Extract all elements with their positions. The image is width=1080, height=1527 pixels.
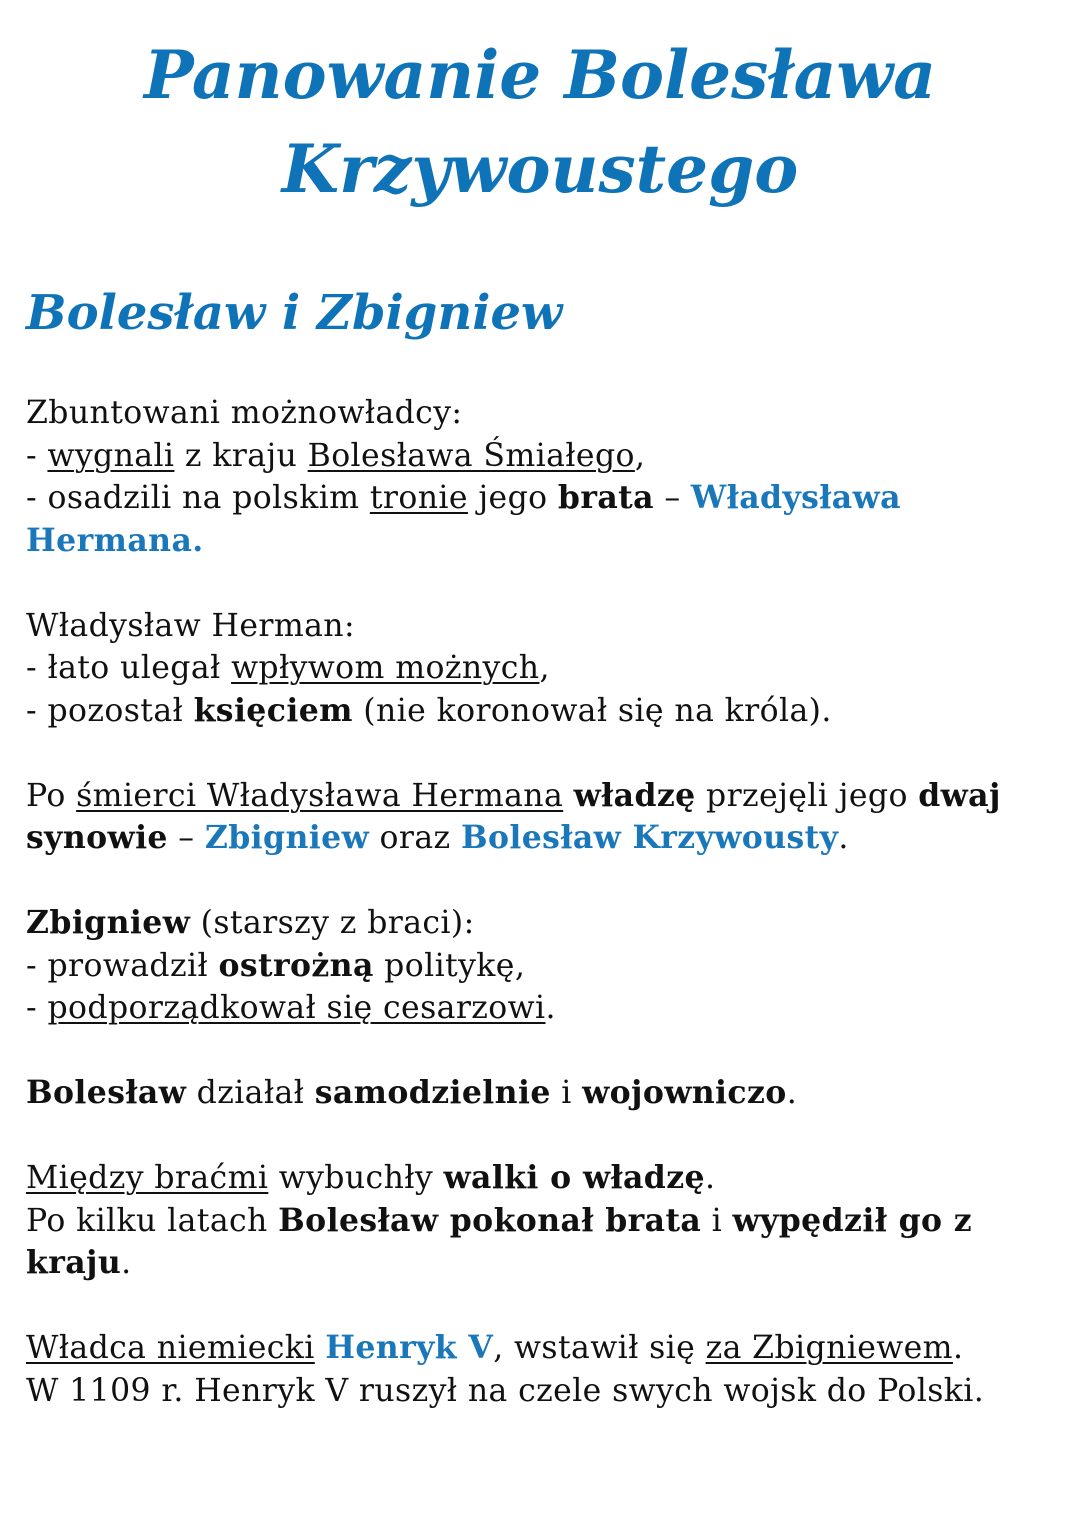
highlighted-name: Henryk V xyxy=(325,1329,494,1366)
spacer xyxy=(26,732,1066,775)
spacer xyxy=(26,860,1066,903)
list-item-exiled xyxy=(26,435,1066,478)
section-title: Bolesław i Zbigniew xyxy=(26,285,563,341)
spacer xyxy=(26,1285,1066,1328)
underlined-text: śmierci Władysława Hermana xyxy=(76,777,564,814)
text: , wstawił się xyxy=(493,1330,706,1366)
bold-text: ostrożną xyxy=(218,946,374,984)
text: . xyxy=(192,521,204,559)
text: i xyxy=(701,1202,733,1239)
page-title-line-2: Krzywoustego xyxy=(281,130,799,208)
text: - pozostał xyxy=(26,692,194,729)
paragraph-boleslaw xyxy=(26,1072,1066,1115)
bold-text: wojowniczo xyxy=(582,1074,787,1111)
highlighted-name: Bolesław Krzywousty xyxy=(460,819,839,856)
text: Po kilku latach xyxy=(26,1202,279,1239)
text: – xyxy=(653,480,691,516)
text: . xyxy=(121,1245,132,1281)
text: politykę, xyxy=(373,947,526,984)
underlined-text: Bolesława Śmiałego xyxy=(307,437,635,474)
bold-text: księciem xyxy=(193,691,353,729)
spacer xyxy=(26,562,1066,605)
paragraph-invasion: W 1109 r. Henryk V ruszył na czele swych wojsk do Polski. xyxy=(26,1372,985,1409)
list-item-duke xyxy=(26,690,1066,733)
bold-text: dwaj synowie xyxy=(26,776,1001,856)
paragraph-succession xyxy=(26,775,1066,860)
bold-text: walki o władzę xyxy=(443,1159,705,1196)
dash: - xyxy=(26,990,48,1026)
text: przejęli jego xyxy=(695,777,919,814)
underlined-text: podporządkował się cesarzowi xyxy=(47,990,546,1026)
paragraph-victory xyxy=(26,1200,1066,1285)
paragraph-rebels-intro: Zbuntowani możnowładcy: xyxy=(26,395,463,431)
highlighted-name: Władysława Hermana xyxy=(26,479,901,559)
dash: - xyxy=(26,437,48,474)
underlined-text: za Zbigniewem xyxy=(705,1330,953,1366)
text: . xyxy=(786,1075,798,1111)
underlined-text: Między braćmi xyxy=(26,1160,269,1196)
highlighted-name: Zbigniew xyxy=(204,819,370,856)
bold-text: Bolesław pokonał brata xyxy=(278,1201,702,1239)
paragraph-herman-intro: Władysław Herman: xyxy=(26,607,355,644)
page-title-line-1: Panowanie Bolesława xyxy=(144,36,936,114)
text: działał xyxy=(186,1075,315,1111)
text xyxy=(563,778,573,814)
text: oraz xyxy=(369,820,461,856)
text: , xyxy=(539,650,550,686)
text: , xyxy=(634,437,646,474)
text: (starszy z braci): xyxy=(190,905,475,941)
list-item-policy xyxy=(26,945,1066,988)
paragraph-henryk xyxy=(26,1327,1066,1370)
bold-text: Zbigniew xyxy=(26,904,191,941)
underlined-text: tronie xyxy=(369,480,468,516)
text: . xyxy=(838,820,849,856)
page-title xyxy=(0,28,1080,216)
underlined-text: Władca niemiecki xyxy=(26,1330,315,1366)
underlined-text: wpływom możnych xyxy=(231,650,540,686)
document-body xyxy=(26,392,1066,1412)
paragraph-conflict xyxy=(26,1157,1066,1200)
text: - osadzili na polskim xyxy=(26,480,370,516)
text: (nie koronował się na króla). xyxy=(352,692,832,729)
bold-text: brata xyxy=(557,479,654,516)
spacer xyxy=(26,1030,1066,1073)
text xyxy=(315,1330,325,1366)
bold-text: Bolesław xyxy=(26,1074,187,1111)
text: – xyxy=(167,820,205,856)
text: . xyxy=(952,1330,964,1366)
text: - prowadził xyxy=(26,947,219,984)
list-item-influence xyxy=(26,647,1066,690)
text: i xyxy=(550,1075,583,1111)
text: jego xyxy=(467,480,558,516)
bold-text: władzę xyxy=(573,776,696,814)
text: Po xyxy=(26,777,77,814)
text: - łato ulegał xyxy=(26,650,232,686)
text: . xyxy=(545,990,556,1026)
bold-text: wypędził go z kraju xyxy=(26,1201,973,1281)
list-item-emperor xyxy=(26,987,1066,1030)
underlined-text: wygnali xyxy=(47,437,175,474)
text: z kraju xyxy=(174,437,308,474)
spacer xyxy=(26,1115,1066,1158)
text: . xyxy=(704,1160,716,1196)
paragraph-zbigniew-intro xyxy=(26,902,1066,945)
text: wybuchły xyxy=(268,1160,444,1196)
list-item-enthroned xyxy=(26,477,1066,562)
bold-text: samodzielnie xyxy=(314,1074,551,1111)
